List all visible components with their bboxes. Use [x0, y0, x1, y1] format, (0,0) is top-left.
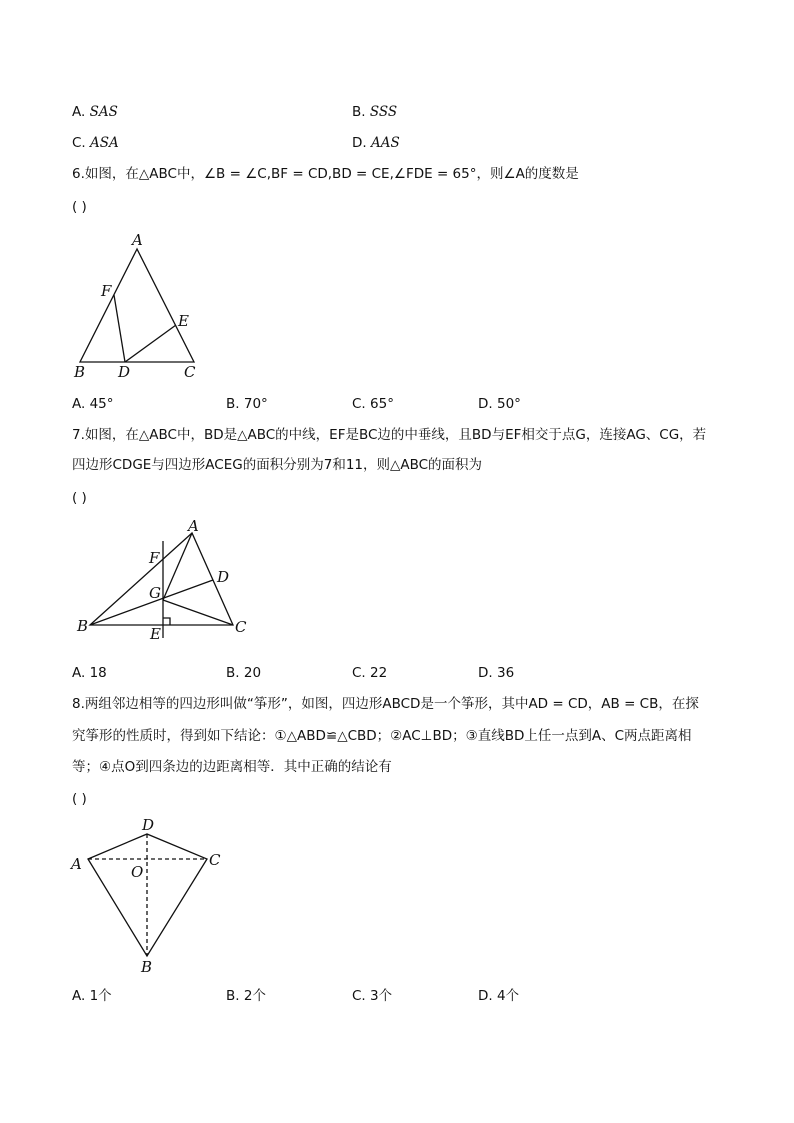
- label-b: B: [74, 363, 86, 381]
- q8-stem-line1: 8.两组邻边相等的四边形叫做“筝形”，如图，四边形ABCD是一个筝形，其中AD = CD，AB = CB，在探: [72, 696, 699, 712]
- option-letter: D.: [352, 135, 367, 151]
- label-d: D: [118, 363, 131, 381]
- option-letter: D.: [478, 988, 493, 1004]
- option-text: 22: [370, 665, 388, 681]
- label-b: B: [77, 617, 89, 635]
- label-c: C: [235, 618, 247, 636]
- q7-paren: ( ): [72, 490, 87, 506]
- q8-option-b: [226, 986, 266, 1006]
- option-letter: C.: [352, 665, 366, 681]
- option-text: 3个: [370, 988, 393, 1004]
- q8-stem-line2: 究筝形的性质时，得到如下结论：①△ABD≌△CBD；②AC⊥BD；③直线BD上任一点到A、C两点距离相: [72, 728, 692, 744]
- option-letter: D.: [478, 665, 493, 681]
- option-letter: B.: [226, 988, 240, 1004]
- option-text: SSS: [369, 104, 398, 120]
- label-a: A: [71, 855, 82, 873]
- option-letter: C.: [352, 396, 366, 412]
- label-f: F: [149, 549, 160, 567]
- label-d: D: [217, 568, 230, 586]
- label-f: F: [101, 282, 112, 300]
- option-letter: C.: [352, 988, 366, 1004]
- label-c: C: [209, 851, 221, 869]
- option-text: 65°: [370, 396, 394, 412]
- option-letter: A.: [72, 988, 86, 1004]
- option-letter: C.: [72, 135, 86, 151]
- option-text: 20: [243, 665, 262, 681]
- option-letter: B.: [352, 104, 366, 120]
- label-e: E: [150, 625, 161, 643]
- label-a: A: [188, 517, 199, 535]
- q6-paren: ( ): [72, 199, 87, 215]
- option-letter: A.: [72, 665, 86, 681]
- option-text: 50°: [496, 396, 521, 412]
- label-c: C: [184, 363, 196, 381]
- label-g: G: [149, 584, 161, 602]
- option-text: 1个: [89, 988, 112, 1004]
- option-text: 4个: [496, 988, 520, 1004]
- option-text: SAS: [89, 104, 118, 120]
- option-text: ASA: [90, 135, 119, 151]
- kite-abcd: [88, 834, 207, 956]
- q8-option-c: [352, 986, 392, 1006]
- option-text: 18: [89, 665, 107, 681]
- label-o: O: [131, 863, 144, 881]
- option-text: 2个: [243, 988, 266, 1004]
- q7-stem-line2: 四边形CDGE与四边形ACEG的面积分别为7和11，则△ABC的面积为: [72, 457, 483, 473]
- option-letter: D.: [478, 396, 493, 412]
- q8-option-a: [72, 986, 112, 1006]
- option-letter: A.: [72, 104, 86, 120]
- option-text: 36: [496, 665, 515, 681]
- q8-stem-line3: 等；④点O到四条边的边距离相等．其中正确的结论有: [72, 759, 392, 775]
- option-text: 70°: [243, 396, 268, 412]
- option-letter: B.: [226, 396, 240, 412]
- q6-stem: 6.如图，在△ABC中，∠B = ∠C,BF = CD,BD = CE,∠FDE = 65°，则∠A的度数是: [72, 166, 579, 182]
- q8-option-d: [478, 986, 519, 1006]
- label-e: E: [178, 312, 189, 330]
- option-text: 45°: [89, 396, 114, 412]
- label-a: A: [132, 231, 143, 249]
- option-letter: B.: [226, 665, 240, 681]
- label-b: B: [141, 958, 153, 976]
- q8-paren: ( ): [72, 791, 87, 807]
- option-text: AAS: [370, 135, 400, 151]
- label-d: D: [142, 816, 155, 834]
- option-letter: A.: [72, 396, 86, 412]
- q7-stem-line1: 7.如图，在△ABC中，BD是△ABC的中线，EF是BC边的中垂线，且BD与EF相交于点G，连接AG、CG，若: [72, 427, 707, 443]
